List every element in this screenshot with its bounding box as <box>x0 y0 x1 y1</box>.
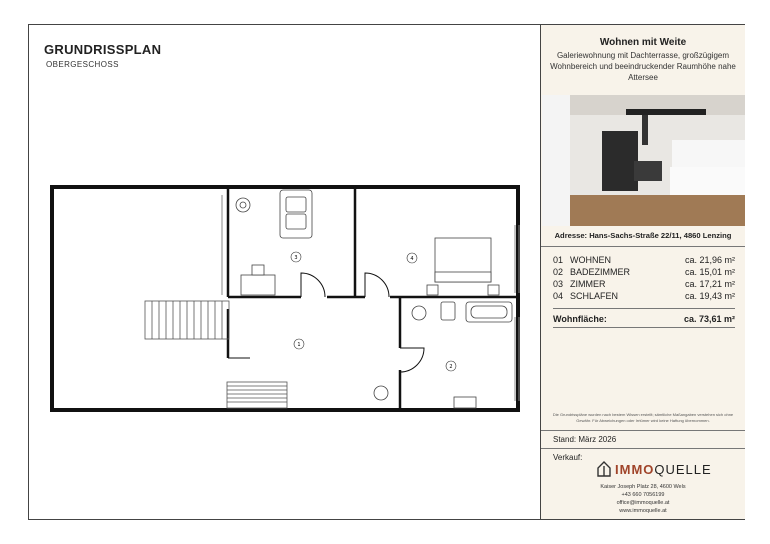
contact-address: Kaiser Joseph Platz 28, 4600 Wels <box>600 484 686 490</box>
divider <box>553 308 735 309</box>
contact-email[interactable]: office@immoquelle.at <box>616 500 670 506</box>
list-item: 04 SCHLAFEN ca. 19,43 m² <box>553 291 735 301</box>
floorplan-sheet <box>28 24 745 520</box>
house-logo-icon <box>597 461 611 477</box>
total-label: Wohnfläche: <box>553 314 607 324</box>
listing-address: Adresse: Hans-Sachs-Straße 22/11, 4860 Lenzing <box>554 231 732 240</box>
room-labels <box>291 252 456 371</box>
divider <box>541 430 745 431</box>
stand-date: Stand: März 2026 <box>553 435 617 444</box>
floorplan-area <box>29 25 540 519</box>
interior-photo <box>542 95 745 226</box>
contact-block <box>541 483 745 515</box>
listing-description: Galeriewohnung mit Dachterrasse, großzügigem Wohnbereich und beeindruckender Raumhöhe nahe Attersee <box>550 51 736 82</box>
room-list <box>553 254 735 302</box>
bathroom-fixtures <box>412 302 512 408</box>
divider <box>541 448 745 449</box>
room-label-2: 2 <box>449 364 453 370</box>
list-item: 03 ZIMMER ca. 17,21 m² <box>553 279 735 289</box>
room-label-4: 4 <box>410 256 414 262</box>
plan-title: GRUNDRISSPLAN <box>44 42 162 57</box>
contact-phone[interactable]: +43 660 7056199 <box>621 492 665 498</box>
brand-logo <box>597 461 712 477</box>
plan-subtitle: OBERGESCHOSS <box>46 60 119 69</box>
room-label-3: 3 <box>294 255 298 261</box>
brand-name: IMMOQUELLE <box>615 461 712 477</box>
room-label-1: 1 <box>297 342 301 348</box>
listing-title: Wohnen mit Weite <box>599 37 687 48</box>
list-item: 01 WOHNEN ca. 21,96 m² <box>553 255 735 265</box>
total-area <box>553 314 735 324</box>
contact-web[interactable]: www.immoquelle.at <box>619 508 667 514</box>
plant-icon <box>374 386 388 400</box>
listing-sidebar <box>540 25 745 519</box>
verkauf-label: Verkauf: <box>553 453 583 462</box>
divider <box>541 246 745 247</box>
interior-walls <box>228 187 518 410</box>
stairs-lower <box>227 382 287 408</box>
floorplan-drawing <box>29 25 540 519</box>
divider <box>553 327 735 328</box>
disclaimer-text: Die Grundrisspläne wurden nach bestem Wissen erstellt; sämtliche Maßangaben verstehen sich ohne Gewähr. Für Abweichungen oder Irrtümer wird keine Haftung übernommen. <box>552 412 734 423</box>
room-4-furniture <box>427 238 499 295</box>
list-item: 02 BADEZIMMER ca. 15,01 m² <box>553 267 735 277</box>
stairs-upper <box>145 301 229 339</box>
total-value: ca. 73,61 m² <box>683 314 735 324</box>
